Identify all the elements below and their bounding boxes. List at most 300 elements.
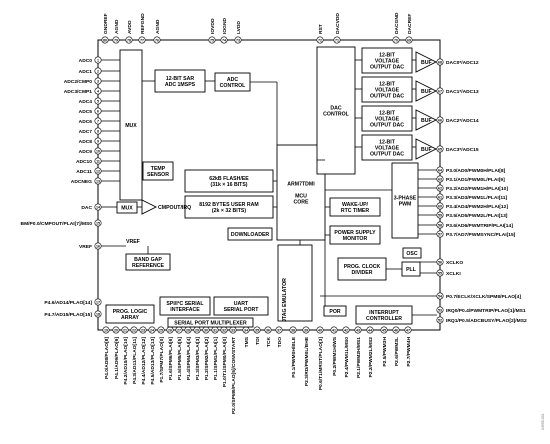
pin-69	[406, 37, 412, 43]
figure-id: 04955-001	[541, 413, 545, 430]
pin-label-68: DAC0*/ADC12	[446, 60, 479, 66]
pin-23	[140, 327, 146, 333]
pin-label-13: ADCNEG	[70, 179, 92, 185]
interrupt-block	[356, 306, 412, 324]
svg-text:POWER SUPPLY: POWER SUPPLY	[334, 229, 376, 236]
pin-72	[317, 37, 323, 43]
pin-label-60: P3.4/AD4/PWM2H/PLAI[12]	[446, 204, 508, 210]
pin-label-62: P3.2/AD2/PWM1H/PLAI[10]	[446, 186, 508, 192]
mux-small-block	[117, 202, 137, 213]
pin-label-3: ADC2/CMP0	[63, 79, 92, 85]
pin-label-37: TDO	[277, 337, 283, 348]
pin-39	[303, 327, 309, 333]
svg-text:SENSOR: SENSOR	[147, 171, 169, 178]
pin-label-79: AGND	[114, 19, 120, 34]
svg-text:53: 53	[438, 308, 442, 313]
pin-71	[334, 37, 340, 43]
svg-text:35: 35	[255, 328, 259, 333]
svg-text:61: 61	[438, 195, 442, 200]
dac-control-block	[317, 47, 355, 174]
svg-text:OUTPUT DAC: OUTPUT DAC	[369, 64, 405, 71]
pin-label-64: P3.0/AD0/PWM0H/PLAI[8]	[446, 168, 506, 174]
pin-label-71: DACVDD	[335, 13, 341, 34]
svg-text:77: 77	[140, 38, 144, 43]
svg-text:22: 22	[132, 328, 136, 333]
pin-label-36: TCK	[266, 337, 272, 348]
svg-text:23: 23	[141, 328, 145, 333]
svg-text:ADC: ADC	[226, 76, 239, 83]
svg-text:71: 71	[335, 38, 339, 43]
svg-text:PLL: PLL	[406, 266, 416, 273]
pin-21	[122, 327, 128, 333]
svg-text:VOLTAGE: VOLTAGE	[374, 58, 400, 65]
svg-text:12-BIT: 12-BIT	[379, 52, 395, 59]
svg-text:78: 78	[127, 38, 131, 43]
pin-label-45: P2.5/PWM3H	[382, 337, 388, 367]
svg-text:62: 62	[438, 186, 442, 191]
dac-3-block	[362, 135, 412, 160]
psm-block	[330, 226, 380, 244]
svg-text:8: 8	[97, 129, 99, 134]
pin-label-35: TDI	[255, 337, 261, 345]
svg-text:47: 47	[406, 328, 410, 333]
pin-4	[95, 88, 101, 94]
pin-label-9: ADC8	[78, 139, 92, 145]
svg-text:70: 70	[394, 38, 398, 43]
pin-26	[167, 327, 173, 333]
pin-77	[139, 37, 145, 43]
svg-text:ARM7TDMI: ARM7TDMI	[287, 181, 315, 188]
svg-text:52: 52	[438, 318, 442, 323]
svg-text:39: 39	[304, 328, 308, 333]
buffer-3	[416, 139, 436, 159]
pla-block	[106, 305, 154, 323]
pin-label-34: TMS	[244, 337, 250, 348]
vref-label: VREF	[126, 239, 140, 245]
svg-text:28: 28	[186, 328, 190, 333]
svg-text:MCU: MCU	[295, 193, 307, 200]
pin-label-59: P3.5/AD5/PWM2L/PLAI[13]	[446, 213, 508, 219]
pin-64	[437, 167, 443, 173]
pin-label-61: P3.3/AD3/PWM1L/PLAI[11]	[446, 195, 508, 201]
pin-label-46: P2.6/PWM3L	[394, 337, 400, 367]
svg-text:2: 2	[97, 69, 99, 74]
svg-text:13: 13	[96, 179, 100, 184]
pin-label-19: P4.0/AD8/PLAO[8]	[104, 337, 110, 380]
pin-70	[393, 37, 399, 43]
svg-text:12-BIT: 12-BIT	[379, 110, 395, 117]
svg-text:80: 80	[103, 38, 107, 43]
wakeup-block	[330, 198, 380, 216]
pin-6	[95, 108, 101, 114]
pin-74	[221, 37, 227, 43]
pin-label-11: ADC10	[75, 159, 92, 165]
pin-label-1: ADC0	[78, 58, 92, 64]
blocks-layer	[106, 47, 436, 327]
svg-text:ARRAY: ARRAY	[121, 314, 139, 321]
buffer-1-label: BUF	[421, 89, 432, 95]
buffer-0	[416, 52, 436, 72]
svg-text:12-BIT: 12-BIT	[379, 139, 395, 146]
svg-text:SERIAL PORT MULTIPLEXER: SERIAL PORT MULTIPLEXER	[174, 320, 247, 327]
pin-68	[437, 59, 443, 65]
adc-control-block	[215, 73, 250, 91]
svg-text:14: 14	[96, 205, 100, 210]
pin-label-43: P2.1/PWM2H/MS1	[356, 337, 362, 379]
svg-text:57: 57	[438, 232, 442, 237]
pin-label-42: P2.4/PWM1L/MS0	[344, 337, 350, 378]
pin-label-29: P1.3/SPM3/PLAI[3]	[195, 337, 201, 381]
pin-42	[343, 327, 349, 333]
pin-67	[437, 88, 443, 94]
pin-label-40: P0.6/T1/MRST/PLAO[3]	[318, 337, 324, 391]
dac-0-block	[362, 48, 412, 73]
svg-text:32: 32	[222, 328, 226, 333]
pin-52	[437, 317, 443, 323]
svg-text:63: 63	[438, 177, 442, 182]
svg-text:67: 67	[438, 89, 442, 94]
svg-text:SERIAL PORT: SERIAL PORT	[223, 306, 259, 313]
spi-block-label	[166, 301, 204, 313]
pin-24	[149, 327, 155, 333]
svg-text:59: 59	[438, 213, 442, 218]
pin-label-70: DACGND	[394, 12, 400, 34]
pin-label-17: P4.6/AD14/PLAO[14]	[44, 300, 92, 306]
pin-17	[95, 299, 101, 305]
dac-2-block	[362, 106, 412, 131]
svg-text:68: 68	[438, 60, 442, 65]
svg-text:(31k × 16 BITS): (31k × 16 BITS)	[210, 181, 248, 188]
pin-7	[95, 118, 101, 124]
svg-text:76: 76	[155, 38, 159, 43]
pin-label-73: LVDD	[236, 21, 242, 34]
pin-56	[437, 259, 443, 265]
svg-text:PWM: PWM	[398, 201, 412, 208]
pin-58	[437, 222, 443, 228]
pin-label-77: REFGND	[140, 13, 146, 34]
svg-text:7: 7	[97, 119, 99, 124]
svg-text:56: 56	[438, 260, 442, 265]
pin-label-72: RST	[318, 24, 324, 34]
buffer-1	[416, 81, 436, 101]
svg-text:29: 29	[195, 328, 199, 333]
svg-text:INTERRUPT: INTERRUPT	[369, 309, 399, 316]
spi-block	[160, 297, 210, 315]
pin-label-5: ADC4	[78, 99, 92, 105]
svg-text:55: 55	[438, 271, 442, 276]
svg-text:40: 40	[318, 328, 322, 333]
svg-text:62kB FLASH/EE: 62kB FLASH/EE	[209, 175, 249, 182]
pin-29	[194, 327, 200, 333]
pin-label-26: P1.6/SPM6/PLAI[6]	[168, 337, 174, 381]
pin-47	[405, 327, 411, 333]
temp-sensor-block	[143, 162, 173, 180]
svg-text:WAKE-UP/: WAKE-UP/	[342, 201, 368, 208]
svg-text:3: 3	[97, 79, 99, 84]
pll-block	[402, 262, 420, 276]
wakeup-block-label	[341, 202, 369, 214]
pin-label-65: DAC3*/ADC15	[446, 147, 479, 153]
svg-text:79: 79	[114, 38, 118, 43]
pins-layer	[21, 12, 527, 414]
svg-text:VOLTAGE: VOLTAGE	[374, 116, 400, 123]
pin-15	[95, 220, 101, 226]
svg-text:BAND GAP: BAND GAP	[134, 256, 162, 263]
svg-text:66: 66	[438, 118, 442, 123]
pin-62	[437, 185, 443, 191]
svg-text:54: 54	[438, 294, 442, 299]
svg-text:9: 9	[97, 139, 99, 144]
svg-text:OUTPUT DAC: OUTPUT DAC	[369, 93, 405, 100]
pin-16	[95, 243, 101, 249]
pin-label-47: P2.7/PWM4H	[406, 337, 412, 367]
pin-3	[95, 78, 101, 84]
pin-19	[103, 327, 109, 333]
osc-block-label	[406, 251, 417, 257]
svg-text:DOWNLOADER: DOWNLOADER	[230, 231, 270, 238]
pin-37	[276, 327, 282, 333]
svg-text:72: 72	[318, 38, 322, 43]
downloader-block-label	[231, 232, 270, 238]
pin-label-24: P4.5/AD13/PLAO[13]	[150, 337, 156, 385]
pin-34	[243, 327, 249, 333]
svg-text:UART: UART	[233, 300, 249, 307]
pin-13	[95, 178, 101, 184]
pin-76	[154, 37, 160, 43]
pin-28	[185, 327, 191, 333]
pin-label-54: P0.7/ECLK/XCLK/SPM8/PLAO[4]	[446, 294, 522, 300]
svg-text:75: 75	[210, 38, 214, 43]
pin-label-30: P1.2/SPM2/PLAI[2]	[204, 337, 210, 381]
svg-text:DIVIDER: DIVIDER	[351, 269, 373, 276]
svg-text:38: 38	[291, 328, 295, 333]
svg-text:OUTPUT DAC: OUTPUT DAC	[369, 151, 405, 158]
pin-73	[235, 37, 241, 43]
svg-text:VOLTAGE: VOLTAGE	[374, 87, 400, 94]
pin-43	[355, 327, 361, 333]
svg-text:27: 27	[177, 328, 181, 333]
sar-adc-block-label	[165, 76, 196, 88]
svg-text:74: 74	[222, 38, 226, 43]
svg-text:CONTROL: CONTROL	[323, 111, 349, 118]
pin-57	[437, 231, 443, 237]
pin-label-18: P4.7/AD15/PLAO[15]	[44, 312, 92, 318]
svg-text:TEMP: TEMP	[150, 165, 166, 172]
pll-block-label	[406, 267, 417, 273]
svg-text:69: 69	[407, 38, 411, 43]
sar-adc-block	[155, 70, 205, 92]
svg-text:6: 6	[97, 109, 99, 114]
buffer-2-label: BUF	[421, 118, 432, 124]
pin-10	[95, 148, 101, 154]
svg-text:RTC TIMER: RTC TIMER	[340, 207, 370, 214]
pin-54	[437, 293, 443, 299]
pin-label-67: DAC1*/ADC13	[446, 89, 479, 95]
svg-text:18: 18	[96, 312, 100, 317]
comparator-label: CMPOUT/IRQ	[158, 205, 192, 211]
pin-11	[95, 158, 101, 164]
sram-block	[185, 196, 273, 218]
pin-label-14: DAC	[81, 205, 92, 211]
pin-label-63: P3.1/AD1/PWM0L/PLAI[9]	[446, 177, 505, 183]
pin-label-28: P1.4/SPM4/PLAI[4]	[186, 337, 192, 381]
svg-text:PROG. LOGIC: PROG. LOGIC	[112, 308, 148, 315]
pin-label-57: P3.7/AD7/PWMSYNC/PLAI[15]	[446, 232, 516, 238]
pin-label-16: VREF	[78, 244, 92, 250]
svg-text:46: 46	[394, 328, 398, 333]
osc-block	[403, 248, 421, 258]
svg-text:CONTROL: CONTROL	[219, 82, 246, 89]
svg-text:11: 11	[96, 159, 100, 164]
svg-text:42: 42	[344, 328, 348, 333]
pin-label-22: P4.3/AD11/PLAO[11]	[132, 337, 138, 385]
svg-text:31: 31	[213, 328, 217, 333]
mux-block-label	[125, 123, 137, 129]
pin-label-12: ADC11	[76, 169, 92, 175]
svg-text:POR: POR	[329, 308, 341, 315]
svg-text:43: 43	[356, 328, 360, 333]
pin-46	[393, 327, 399, 333]
pin-33	[230, 327, 236, 333]
pin-2	[95, 68, 101, 74]
svg-text:INTERFACE: INTERFACE	[170, 306, 200, 313]
pin-label-15: BM/P0.0/CMPOUT/PLAI[7]/MS0	[20, 221, 92, 227]
svg-text:37: 37	[277, 328, 281, 333]
svg-text:45: 45	[382, 328, 386, 333]
buffer-0-label: BUF	[421, 60, 432, 66]
svg-text:VOLTAGE: VOLTAGE	[374, 145, 400, 152]
svg-text:OUTPUT DAC: OUTPUT DAC	[369, 122, 405, 129]
svg-text:16: 16	[96, 244, 100, 249]
pin-label-52: IRQ1/P0.5/ADCBUSY/PLAO[2]/MS2	[446, 318, 527, 324]
uart-block	[214, 297, 268, 315]
svg-text:65: 65	[438, 147, 442, 152]
interrupt-block-label	[366, 310, 402, 322]
pin-9	[95, 138, 101, 144]
svg-text:58: 58	[438, 223, 442, 228]
svg-text:MUX: MUX	[121, 205, 133, 212]
svg-text:30: 30	[204, 328, 208, 333]
pin-label-78: AVDD	[127, 20, 133, 34]
pin-79	[113, 37, 119, 43]
pin-label-4: ADC3/CMP1	[63, 89, 92, 95]
pin-40	[317, 327, 323, 333]
pin-44	[367, 327, 373, 333]
pin-61	[437, 194, 443, 200]
svg-text:SPI/I²C SERIAL: SPI/I²C SERIAL	[166, 300, 204, 307]
svg-text:4: 4	[97, 89, 99, 94]
svg-text:12-BIT SAR: 12-BIT SAR	[165, 75, 195, 82]
pin-8	[95, 128, 101, 134]
pin-60	[437, 203, 443, 209]
pin-38	[290, 327, 296, 333]
pin-label-20: P4.1/AD9/PLAO[9]	[114, 337, 120, 380]
svg-text:(2k × 32 BITS): (2k × 32 BITS)	[211, 207, 247, 214]
pin-55	[437, 270, 443, 276]
svg-text:PROG. CLOCK: PROG. CLOCK	[343, 263, 381, 270]
pin-label-10: ADC9	[78, 149, 92, 155]
flash-block	[185, 170, 273, 192]
svg-text:5: 5	[97, 99, 99, 104]
svg-text:21: 21	[123, 328, 127, 333]
pin-20	[113, 327, 119, 333]
svg-text:3-PHASE: 3-PHASE	[393, 195, 417, 202]
flash-block-label	[209, 176, 249, 188]
pin-label-25: P1.7/SPM7/PLAO[0]	[159, 337, 165, 383]
pin-63	[437, 176, 443, 182]
svg-text:20: 20	[114, 328, 118, 333]
svg-text:1: 1	[97, 58, 99, 63]
pin-27	[176, 327, 182, 333]
pin-label-27: P1.5/SPM5/PLAI[5]	[177, 337, 183, 381]
svg-text:36: 36	[266, 328, 270, 333]
svg-text:12: 12	[96, 169, 100, 174]
svg-text:15: 15	[96, 221, 100, 226]
pin-75	[209, 37, 215, 43]
serial-mux-block	[168, 318, 253, 327]
svg-text:19: 19	[104, 328, 108, 333]
pin-45	[381, 327, 387, 333]
pin-1	[95, 57, 101, 63]
svg-text:24: 24	[150, 328, 154, 333]
pin-label-8: ADC7	[78, 129, 92, 135]
svg-text:41: 41	[332, 328, 336, 333]
pin-12	[95, 168, 101, 174]
pin-label-33: P2.0/SPM9/PLAO[5]/CONVSTART	[231, 337, 237, 415]
buffer-2	[416, 110, 436, 130]
pin-14	[95, 204, 101, 210]
pin-label-39: P2.3/RD/PWM0L/BHE	[304, 337, 310, 387]
pin-65	[437, 146, 443, 152]
svg-text:DAC: DAC	[330, 105, 342, 112]
mux-small-block-label	[121, 205, 133, 211]
svg-text:17: 17	[96, 300, 100, 305]
svg-text:8192 BYTES USER RAM: 8192 BYTES USER RAM	[199, 201, 259, 208]
svg-text:12-BIT: 12-BIT	[379, 81, 395, 88]
pin-31	[212, 327, 218, 333]
svg-text:OSC: OSC	[406, 250, 418, 257]
pin-label-41: P0.2/PWM1H/WS	[332, 337, 338, 376]
pin-53	[437, 307, 443, 313]
bandgap-block	[126, 254, 170, 270]
pwm-block	[392, 163, 418, 238]
pin-30	[203, 327, 209, 333]
pin-label-69: DACREF	[407, 13, 413, 34]
pin-label-56: XCLKO	[446, 260, 464, 266]
svg-text:10: 10	[96, 149, 100, 154]
svg-text:ADC 1MSPS: ADC 1MSPS	[164, 81, 196, 88]
pin-label-2: ADC1	[78, 69, 92, 75]
pin-label-53: IRQ0/P0.4/PWMTRIP/PLAO[1]/MS1	[446, 308, 526, 314]
pin-41	[331, 327, 337, 333]
pin-59	[437, 212, 443, 218]
prog-clock-block	[338, 258, 386, 280]
comparator	[142, 200, 191, 214]
por-block-label	[329, 309, 340, 315]
por-block	[324, 306, 346, 316]
svg-text:64: 64	[438, 168, 442, 173]
pin-label-32: P1.0/T1/SPM0/PLAI[0]	[222, 337, 228, 388]
pin-label-66: DAC2*/ADC14	[446, 118, 479, 124]
pin-36	[265, 327, 271, 333]
pin-80	[102, 37, 108, 43]
pin-label-38: P0.1/PWM0H/BLE	[291, 337, 297, 378]
svg-text:34: 34	[244, 328, 248, 333]
svg-text:26: 26	[168, 328, 172, 333]
svg-text:MUX: MUX	[125, 122, 137, 129]
pin-35	[254, 327, 260, 333]
pin-label-31: P1.1/SPM1/PLAI[1]	[213, 337, 219, 381]
